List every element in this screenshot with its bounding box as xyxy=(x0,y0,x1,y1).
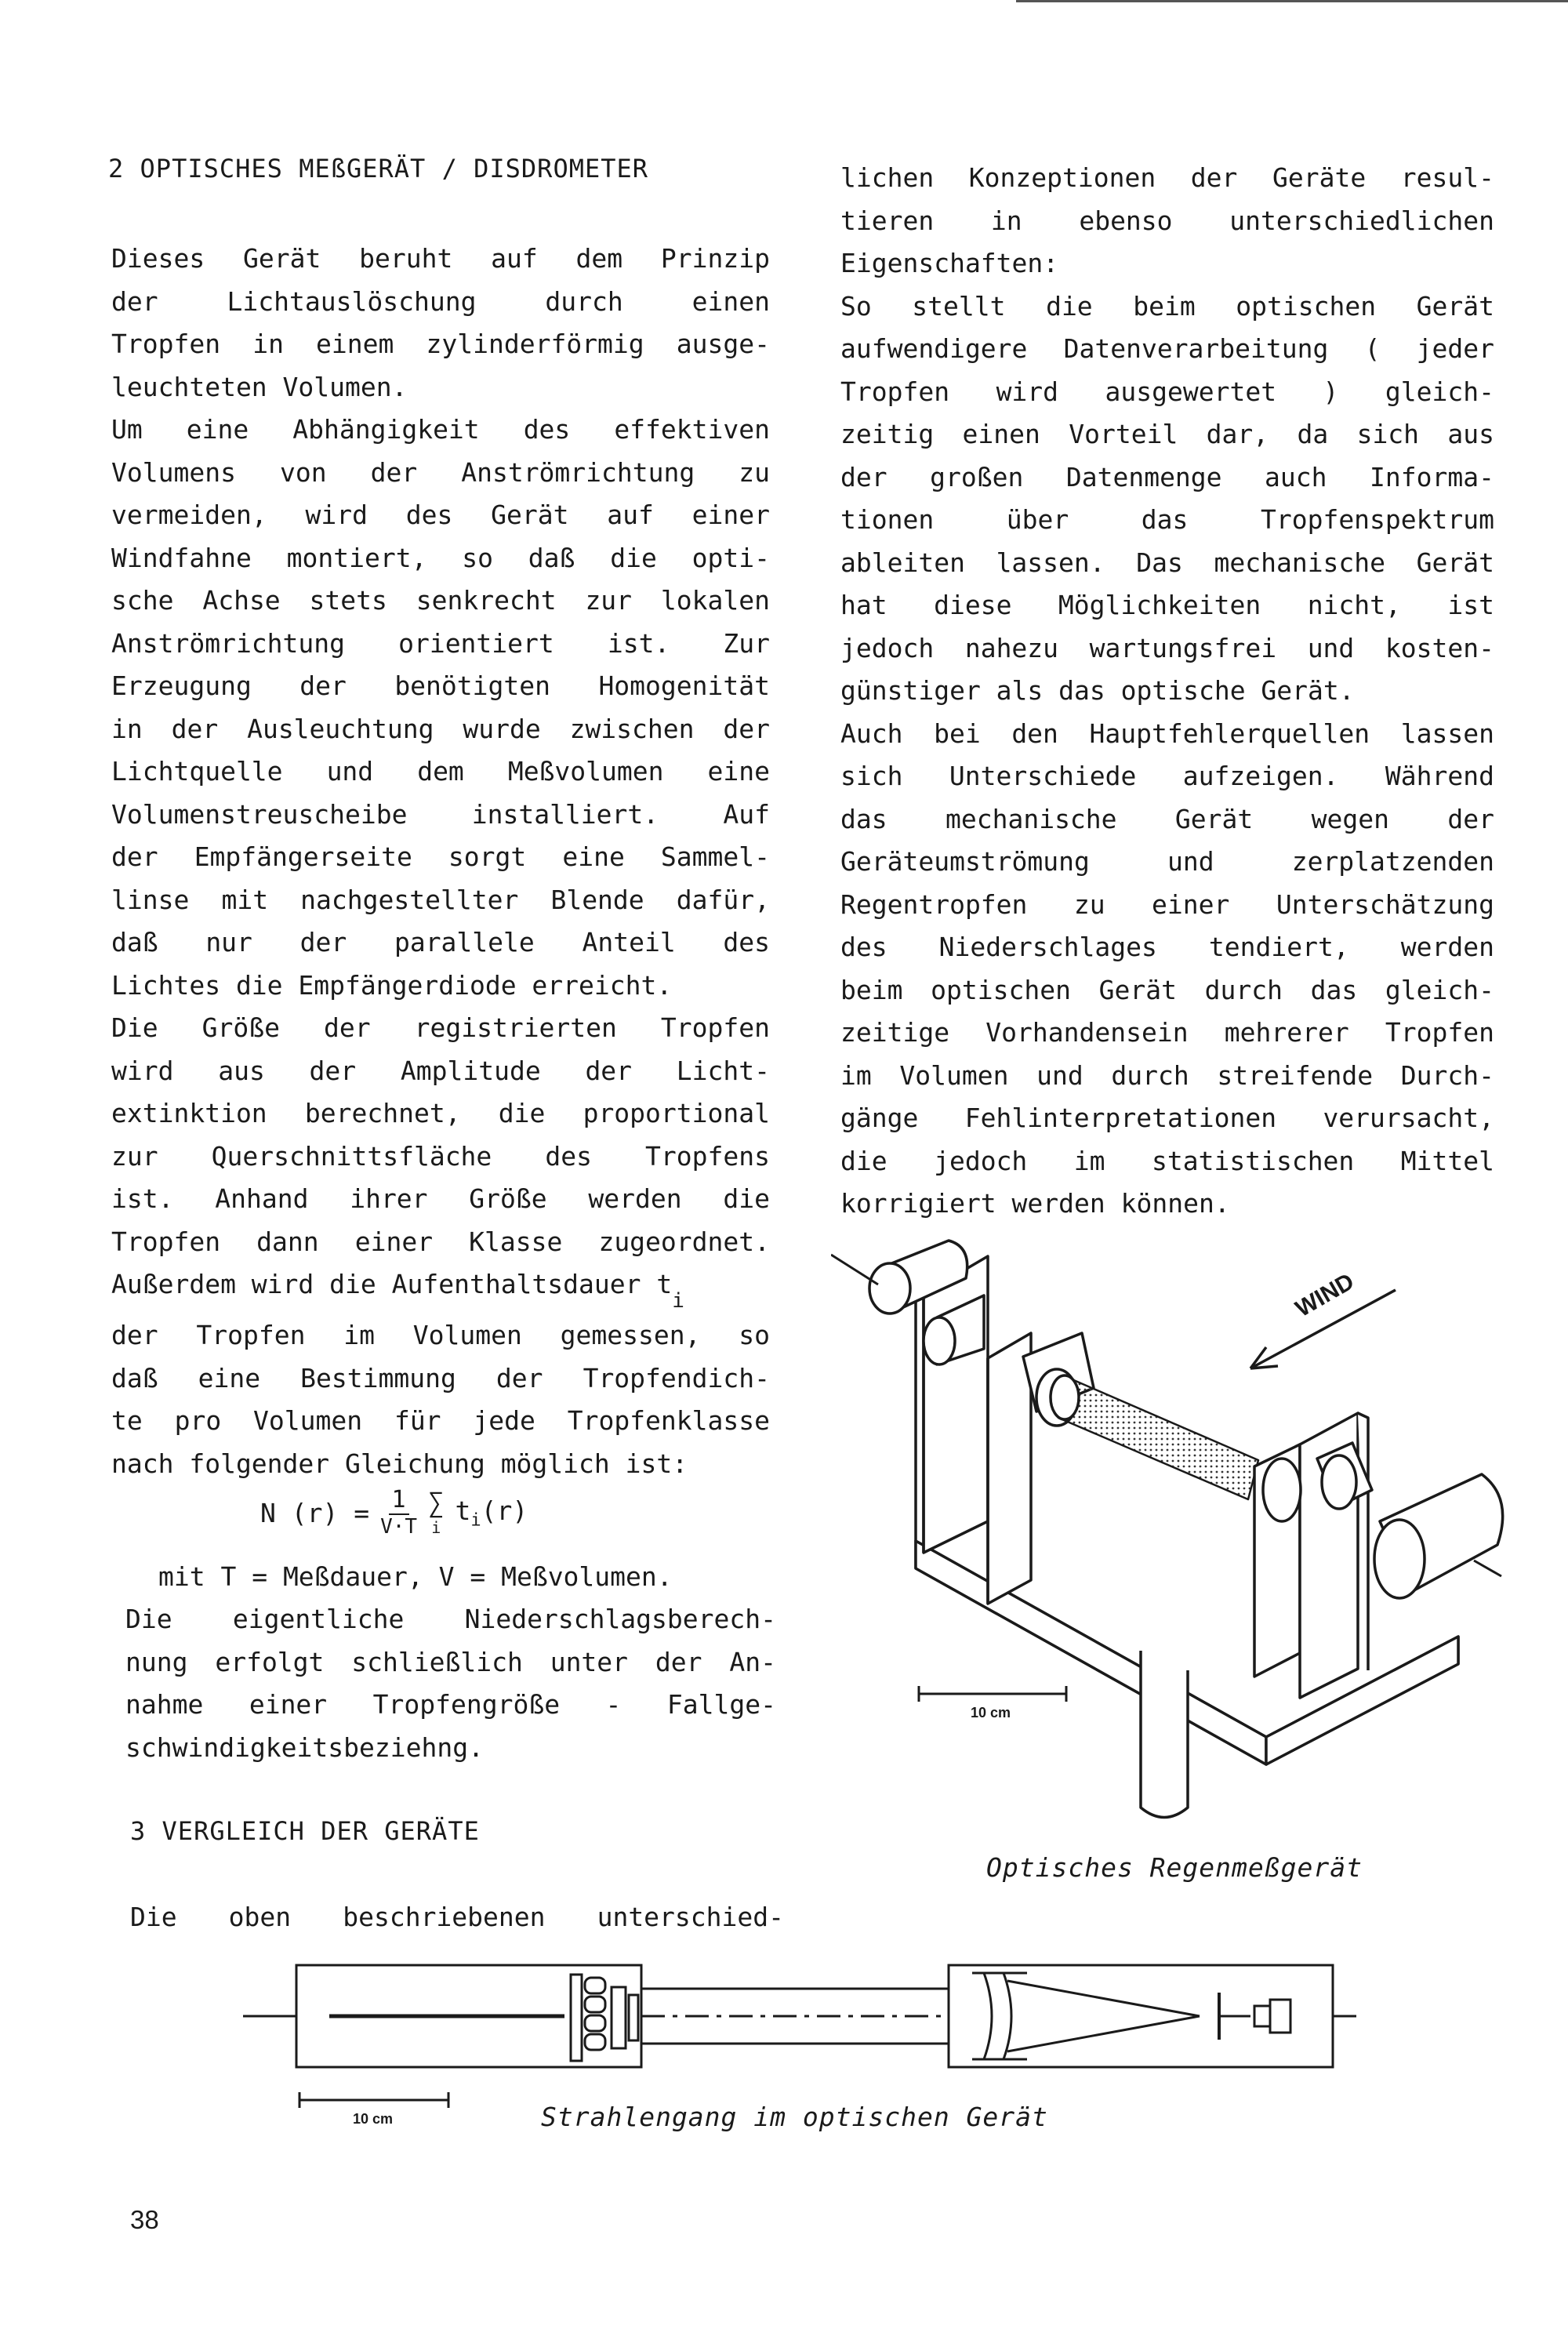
text-line: nahme einer Tropfengröße - Fallge- xyxy=(125,1689,776,1720)
text-line: zeitige Vorhandensein mehrerer Tropfen xyxy=(840,1017,1494,1048)
text-line: zur Querschnittsfläche des Tropfens xyxy=(111,1140,770,1172)
section-2-heading: 2 OPTISCHES MEßGERÄT / DISDROMETER xyxy=(108,154,649,183)
text-line: zeitig einen Vorteil dar, da sich aus xyxy=(840,419,1494,449)
equation-lhs: N (r) = xyxy=(260,1497,370,1528)
diffuser-stack xyxy=(585,1978,605,2050)
collecting-lens xyxy=(984,1973,1011,2059)
subscript-i: i xyxy=(672,1288,684,1313)
text-line: Tropfen wird ausgewertet ) gleich- xyxy=(840,376,1494,407)
text-line: schwindigkeitsbeziehng. xyxy=(125,1731,484,1763)
text-line: lichen Konzeptionen der Geräte resul- xyxy=(840,162,1494,193)
text-line: mit T = Meßdauer, V = Meßvolumen. xyxy=(158,1561,673,1592)
formula-note xyxy=(158,1556,770,1599)
scale-bar xyxy=(299,2092,448,2108)
text-line: Volumens von der Anströmrichtung zu xyxy=(111,456,770,488)
text-line: aufwendigere Datenverarbeitung ( jeder xyxy=(840,333,1494,364)
text-line: der Tropfen im Volumen gemessen, so xyxy=(111,1320,770,1351)
text-line: extinktion berechnet, die proportional xyxy=(111,1098,770,1128)
text-line: nach folgender Gleichung möglich ist: xyxy=(111,1448,688,1479)
text-line: der Lichtauslöschung durch einen xyxy=(111,285,770,317)
top-rule xyxy=(1016,0,1568,5)
figure-1-caption: Optisches Regenmeßgerät xyxy=(986,1852,1363,1883)
wind-label: WIND xyxy=(1291,1268,1359,1323)
text-line: So stellt die beim optischen Gerät xyxy=(840,290,1494,322)
text-line: korrigiert werden können. xyxy=(840,1188,1230,1219)
equation-denominator: V·T xyxy=(380,1515,418,1539)
page-number: 38 xyxy=(130,2205,159,2234)
text-line: sche Achse stets senkrecht zur lokalen xyxy=(111,585,770,616)
text-line: der Empfängerseite sorgt eine Sammel- xyxy=(111,841,770,872)
text-line: te pro Volumen für jede Tropfenklasse xyxy=(111,1405,770,1437)
measuring-volume-beam xyxy=(1058,1379,1258,1499)
scale-bar xyxy=(919,1686,1066,1702)
scale-label: 10 cm xyxy=(971,1705,1011,1720)
text-line: ist. Anhand ihrer Größe werden die xyxy=(111,1183,770,1214)
text-line: Die oben beschriebenen unterschied- xyxy=(130,1902,784,1932)
text-line: wird aus der Amplitude der Licht- xyxy=(111,1055,770,1086)
optical-rain-gauge-figure xyxy=(831,1223,1521,1851)
text-line: Erzeugung der benötigten Homogenität xyxy=(111,670,770,701)
text-line: des Niederschlages tendiert, werden xyxy=(840,932,1494,962)
section-3-heading: 3 VERGLEICH DER GERÄTE xyxy=(130,1816,480,1846)
text-line: Regentropfen zu einer Unterschätzung xyxy=(840,888,1494,920)
figure-2-caption: Strahlengang im optischen Gerät xyxy=(541,2102,1048,2132)
text-line: in der Ausleuchtung wurde zwischen der xyxy=(111,713,770,744)
section-3-intro xyxy=(130,1896,784,1939)
text-line: die jedoch im statistischen Mittel xyxy=(840,1145,1494,1176)
scale-label: 10 cm xyxy=(353,2111,394,2127)
text-line: im Volumen und durch streifende Durch- xyxy=(840,1059,1494,1091)
text-line: Dieses Gerät beruht auf dem Prinzip xyxy=(111,243,770,274)
mounting-pole xyxy=(1141,1651,1188,1818)
text-line: Anströmrichtung orientiert ist. Zur xyxy=(111,627,770,659)
section-2-closing xyxy=(125,1598,776,1769)
text-line: vermeiden, wird des Gerät auf einer xyxy=(111,500,770,530)
text-line: tionen über das Tropfenspektrum xyxy=(840,504,1494,535)
text-line: Tropfen dann einer Klasse zugeordnet. xyxy=(111,1226,770,1257)
text-line: ableiten lassen. Das mechanische Gerät xyxy=(840,547,1494,578)
equation-term: $t_i(r)$ xyxy=(455,1495,528,1531)
equation-numerator: 1 xyxy=(389,1488,409,1515)
text-line: linse mit nachgestellter Blende dafür, xyxy=(111,884,770,915)
text-line: Volumenstreuscheibe installiert. Auf xyxy=(111,798,770,830)
text-line: Die Größe der registrierten Tropfen xyxy=(111,1012,770,1043)
sum-symbol: ∑ xyxy=(428,1488,445,1519)
text-line: Die eigentliche Niederschlagsberech- xyxy=(125,1604,776,1634)
text-line: günstiger als das optische Gerät. xyxy=(840,675,1355,706)
text-line: Um eine Abhängigkeit des effektiven xyxy=(111,414,770,445)
text-line-content: Außerdem wird die Aufenthaltsdauer t xyxy=(111,1269,673,1299)
text-line: das mechanische Gerät wegen der xyxy=(840,803,1494,834)
sum-index: i xyxy=(431,1518,441,1537)
text-line: beim optischen Gerät durch das gleich- xyxy=(840,974,1494,1005)
text-line: nung erfolgt schließlich unter der An- xyxy=(125,1646,776,1677)
text-line: Geräteumströmung und zerplatzenden xyxy=(840,846,1494,877)
text-line: der großen Datenmenge auch Informa- xyxy=(840,461,1494,492)
text-line: Auch bei den Hauptfehlerquellen lassen xyxy=(840,718,1494,749)
text-line: Windfahne montiert, so daß die opti- xyxy=(111,542,770,573)
text-line: Lichtquelle und dem Meßvolumen eine xyxy=(111,756,770,787)
text-line xyxy=(111,1263,770,1314)
text-line: gänge Fehlinterpretationen verursacht, xyxy=(840,1103,1494,1133)
equation xyxy=(260,1488,528,1537)
text-line: daß eine Bestimmung der Tropfendich- xyxy=(111,1362,770,1393)
equation-fraction xyxy=(380,1488,417,1537)
text-line: sich Unterschiede aufzeigen. Während xyxy=(840,761,1494,791)
right-column-body xyxy=(840,157,1494,1226)
text-line: tieren in ebenso unterschiedlichen xyxy=(840,205,1494,236)
text-line: Eigenschaften: xyxy=(840,248,1059,278)
section-2-body xyxy=(111,238,770,1485)
equation-sum xyxy=(428,1490,444,1535)
text-line: hat diese Möglichkeiten nicht, ist xyxy=(840,590,1494,620)
text-line: daß nur der parallele Anteil des xyxy=(111,927,770,957)
text-line: jedoch nahezu wartungsfrei und kosten- xyxy=(840,632,1494,663)
text-line: Lichtes die Empfängerdiode erreicht. xyxy=(111,969,673,1001)
left-bracket-inner xyxy=(988,1333,1031,1604)
detector-diode xyxy=(1254,2006,1270,2026)
text-line: Tropfen in einem zylinderförmig ausge- xyxy=(111,329,770,359)
text-line: leuchteten Volumen. xyxy=(111,371,408,402)
